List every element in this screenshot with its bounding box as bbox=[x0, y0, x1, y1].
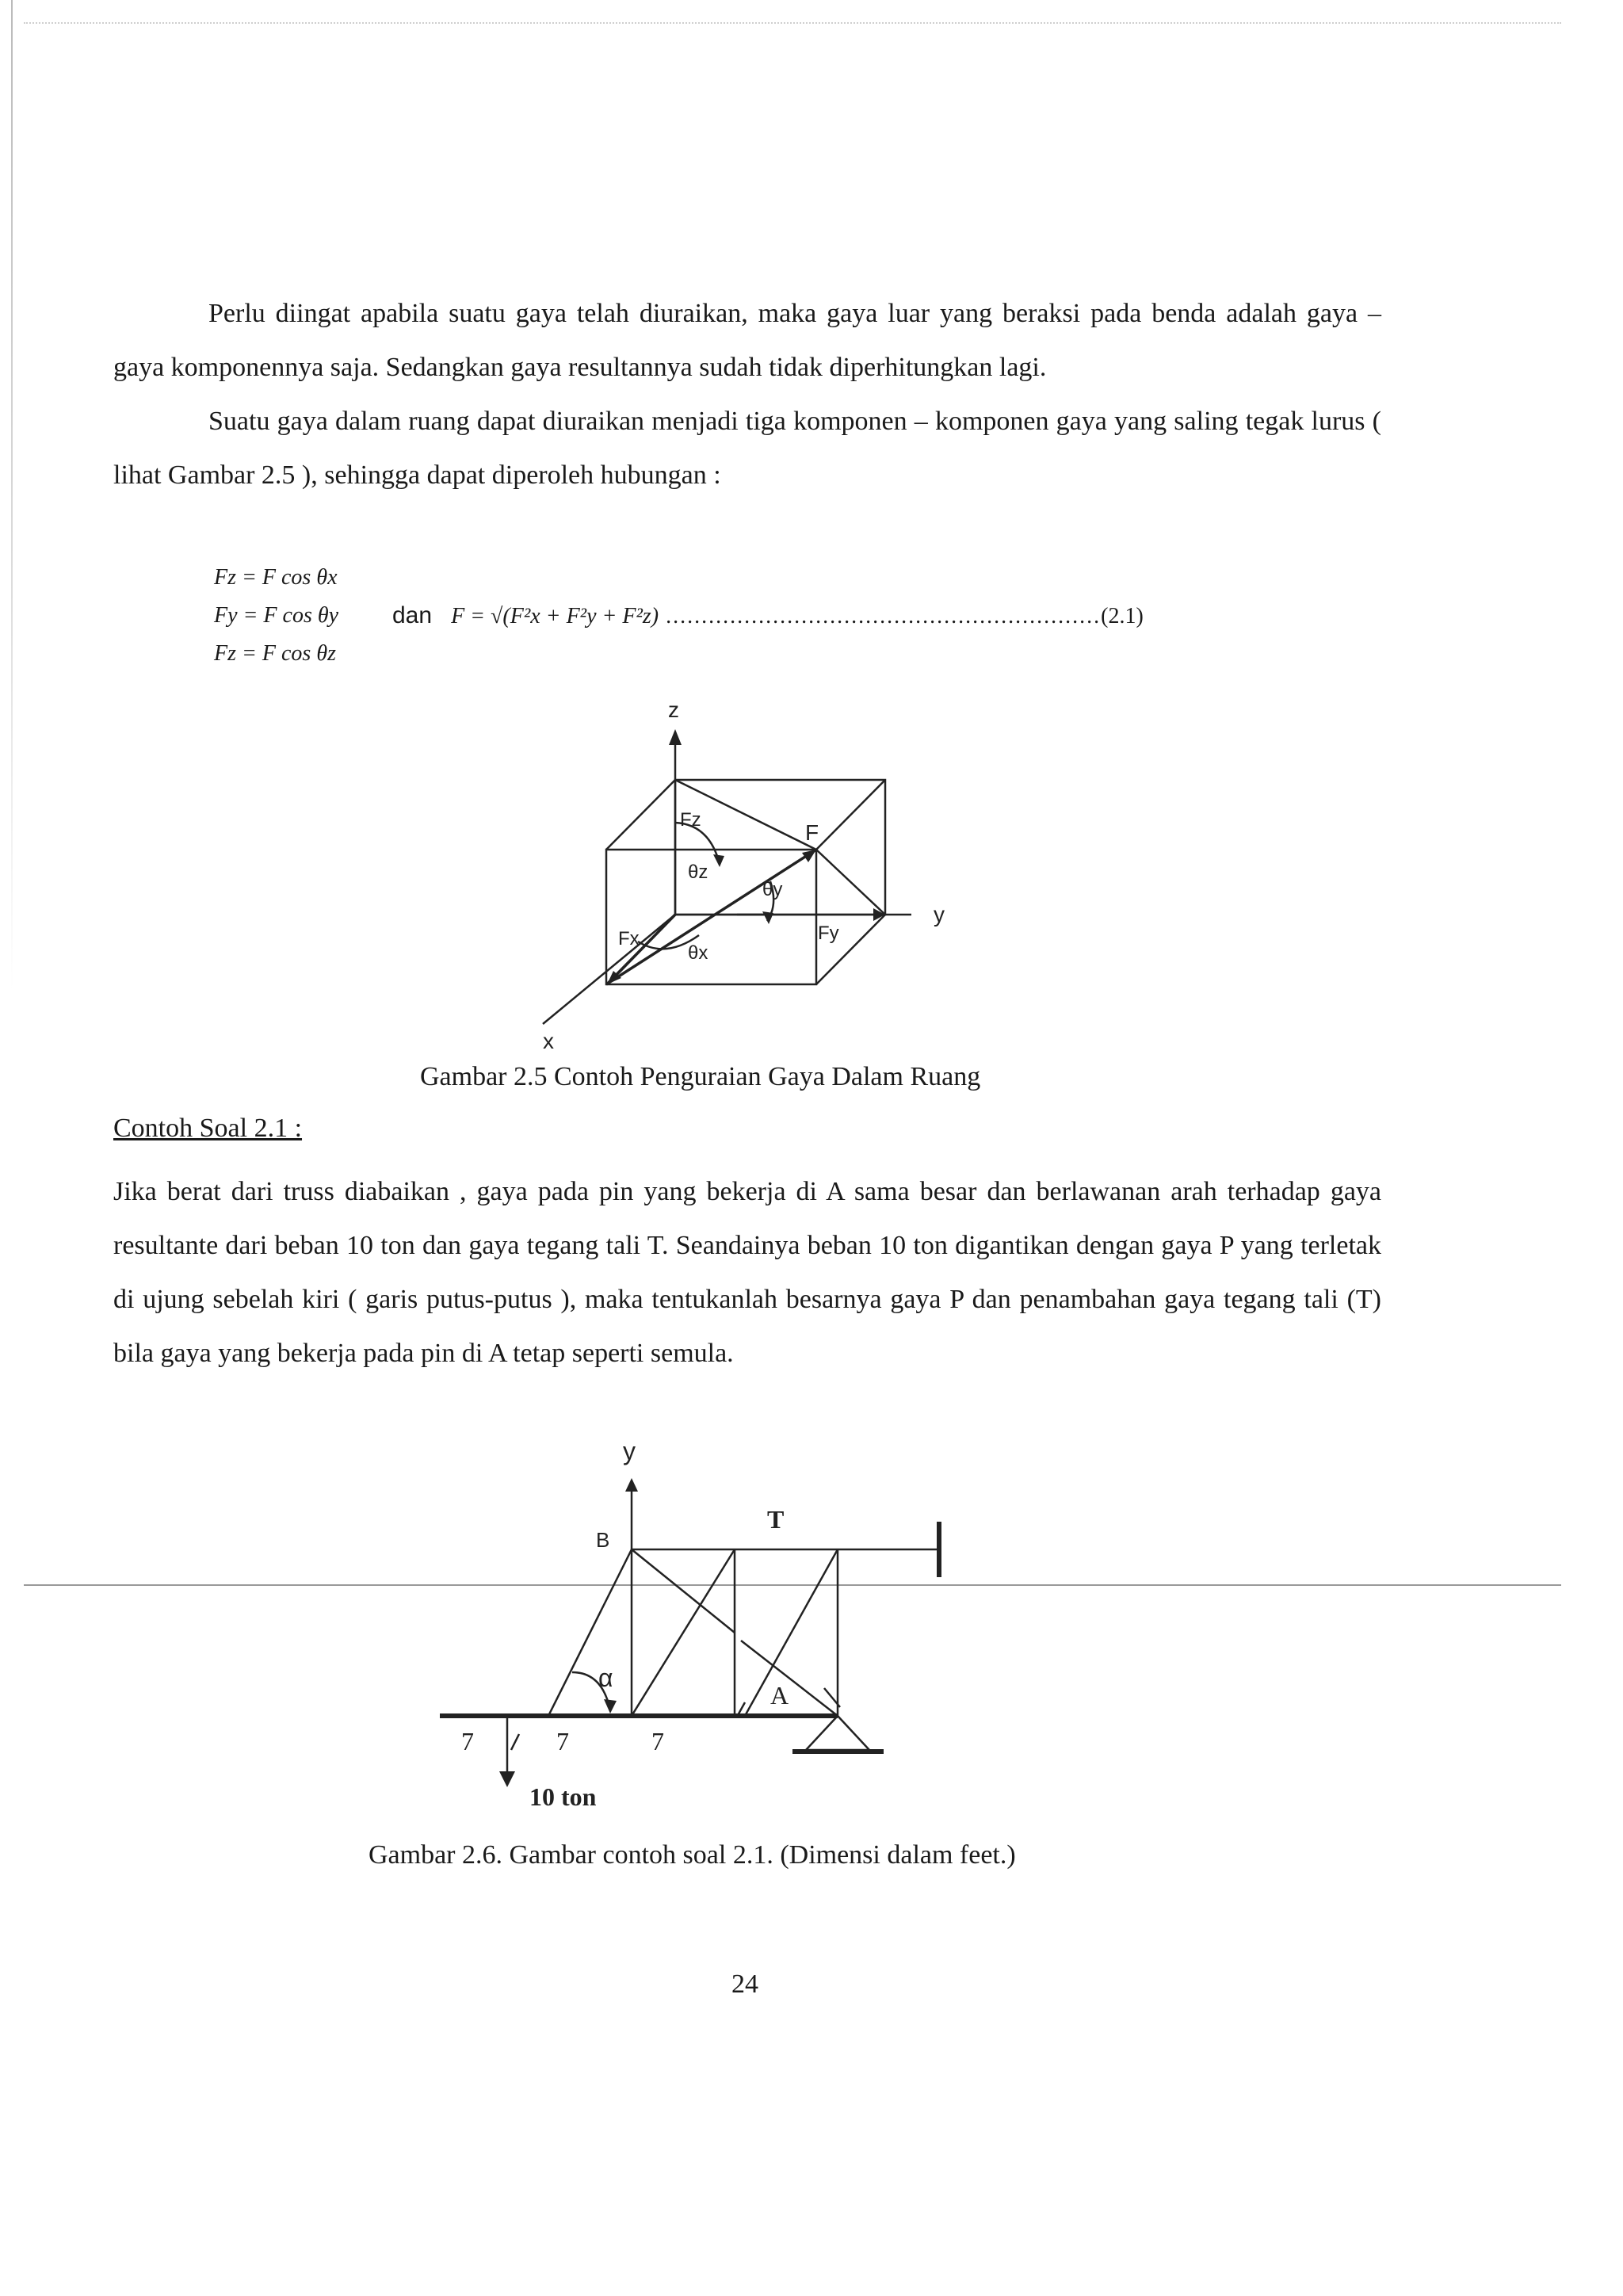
figure-2-6-diagram bbox=[0, 1435, 1623, 1811]
theta-y-arrowhead bbox=[762, 911, 773, 924]
equation-fy: Fy = F cos θy bbox=[214, 603, 339, 628]
y-axis-arrowhead bbox=[625, 1478, 638, 1492]
paragraph-2: Suatu gaya dalam ruang dapat diuraikan menjadi tiga komponen – komponen gaya yang saling tegak lurus ( lihat Gambar 2.5 ), sehingga dapat diperoleh hubungan : bbox=[113, 407, 1381, 490]
figure2-dim-1: 7 bbox=[461, 1727, 474, 1755]
x-axis-line bbox=[543, 915, 675, 1024]
theta-z-arrowhead bbox=[713, 854, 724, 867]
figure1-label-x: x bbox=[543, 1029, 554, 1053]
truss-diagonal bbox=[548, 1549, 632, 1716]
figure-2-5-caption: Gambar 2.5 Contoh Penguraian Gaya Dalam Ruang bbox=[420, 1062, 981, 1091]
scan-edge-left bbox=[11, 0, 13, 991]
truss-diagonal bbox=[632, 1549, 735, 1716]
equation-number: (2.1) bbox=[1101, 604, 1144, 628]
figure1-label-theta-y: θy bbox=[762, 879, 783, 900]
tick-mark bbox=[511, 1734, 519, 1750]
force-f-line bbox=[606, 850, 816, 984]
figure1-label-y: y bbox=[934, 902, 945, 926]
equation-fz: Fz = F cos θx bbox=[214, 565, 338, 590]
cube-edge bbox=[816, 780, 885, 850]
figure2-label-y: y bbox=[623, 1437, 636, 1465]
truss-diagonal bbox=[741, 1641, 838, 1716]
figure2-load-label: 10 ton bbox=[529, 1782, 597, 1811]
figure1-label-z: z bbox=[668, 697, 679, 722]
force-f-arrowhead bbox=[802, 850, 816, 862]
cube-edge bbox=[606, 780, 675, 850]
figure1-label-fy: Fy bbox=[818, 923, 839, 944]
equation-2-1 bbox=[214, 559, 1144, 673]
figure-2-6-caption: Gambar 2.6. Gambar contoh soal 2.1. (Dimensi dalam feet.) bbox=[369, 1840, 1016, 1870]
cube-diagonal bbox=[816, 850, 885, 915]
figure2-label-a: A bbox=[770, 1681, 789, 1710]
figure1-label-theta-x: θx bbox=[688, 942, 708, 964]
figure2-label-t: T bbox=[767, 1505, 785, 1534]
truss-diagonal bbox=[632, 1549, 735, 1633]
figure1-label-fx: Fx bbox=[618, 928, 640, 949]
equation-resultant: F = √(F²x + F²y + F²z) bbox=[451, 604, 659, 628]
alpha-arrowhead bbox=[604, 1699, 617, 1713]
equation-resultant-row bbox=[392, 597, 1144, 636]
equation-leader-dots: ............................................................. bbox=[659, 604, 1102, 628]
figure2-dim-2: 7 bbox=[556, 1727, 569, 1755]
scan-edge-top bbox=[24, 22, 1561, 25]
figure2-label-b: B bbox=[596, 1528, 610, 1552]
figure1-label-f: F bbox=[805, 820, 819, 845]
truss-diagonal bbox=[745, 1549, 838, 1716]
figure1-label-theta-z: θz bbox=[688, 861, 708, 883]
example-paragraph: Jika berat dari truss diabaikan , gaya pada pin yang bekerja di A sama besar dan berlawanan arah terhadap gaya resultante dari beban 10 ton dan gaya tegang tali T. Seandainya beban 10 ton digantikan dengan gaya P yang terletak di ujung sebelah kiri ( garis putus-putus ), maka tentukanlah besarnya gaya P dan penambahan gaya tegang tali (T) bila gaya yang bekerja pada pin di A tetap seperti semula. bbox=[113, 1177, 1381, 1368]
page-number: 24 bbox=[731, 1969, 758, 1999]
example-heading: Contoh Soal 2.1 : bbox=[113, 1114, 303, 1143]
paragraph-1: Perlu diingat apabila suatu gaya telah diuraikan, maka gaya luar yang beraksi pada benda adalah gaya – gaya komponennya saja. Sedangkan gaya resultannya sudah tidak diperhitungkan lagi. bbox=[113, 299, 1381, 382]
figure2-dim-3: 7 bbox=[651, 1727, 664, 1755]
equation-fz-2: Fz = F cos θz bbox=[214, 641, 336, 666]
pin-support bbox=[806, 1716, 869, 1750]
load-arrowhead bbox=[499, 1771, 515, 1787]
figure2-label-alpha: α bbox=[598, 1664, 613, 1692]
figure1-label-fz: Fz bbox=[680, 809, 701, 831]
fz-arrowhead bbox=[669, 729, 682, 745]
equation-connector: dan bbox=[392, 602, 433, 628]
figure-2-5-diagram bbox=[468, 697, 1181, 1062]
